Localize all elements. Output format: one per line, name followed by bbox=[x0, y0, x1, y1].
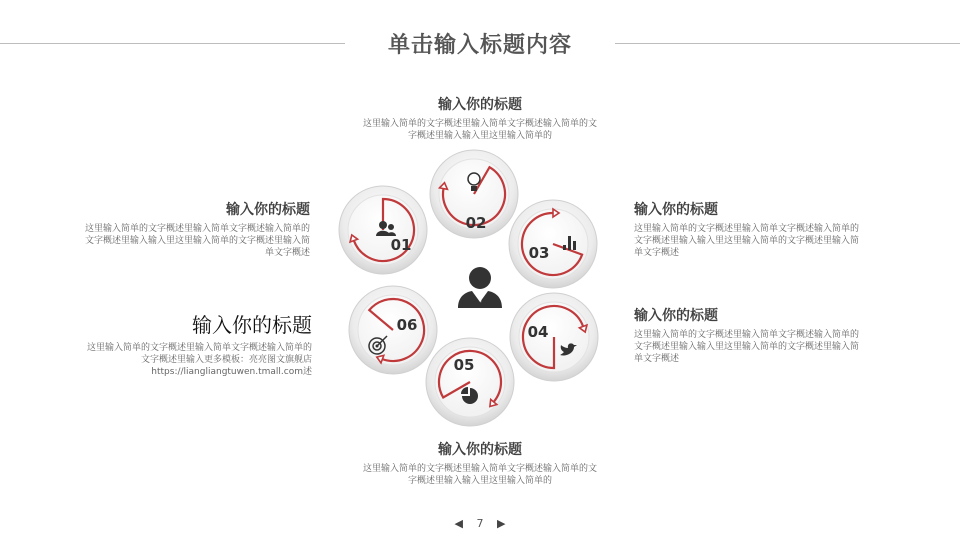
step-number: 05 bbox=[453, 356, 475, 374]
step-number: 04 bbox=[527, 323, 549, 341]
page-title[interactable]: 单击输入标题内容 bbox=[387, 33, 572, 58]
block-title: 输入你的标题 bbox=[226, 202, 310, 218]
block-title: 输入你的标题 bbox=[438, 97, 522, 113]
block-title: 输入你的标题 bbox=[438, 442, 522, 458]
step-number: 03 bbox=[528, 244, 550, 262]
block-text: 这里输入简单的文字概述里输入简单文字概述输入简单的文字概述里输入输入里这里输入简单的文字概述里输入简单文字概述 bbox=[634, 224, 860, 258]
cycle-step-03[interactable] bbox=[509, 200, 597, 288]
cycle-step-01[interactable] bbox=[339, 186, 427, 274]
cycle-step-06[interactable] bbox=[349, 286, 437, 374]
cycle-step-02[interactable] bbox=[430, 150, 518, 238]
step-number: 06 bbox=[396, 316, 418, 334]
page-number: 7 bbox=[476, 516, 484, 530]
block-text: 这里输入简单的文字概述里输入简单文字概述输入简单的文字概述里输入输入里这里输入简单的文字概述里输入简单文字概述 bbox=[634, 330, 860, 364]
block-title: 输入你的标题 bbox=[634, 308, 718, 324]
cycle-step-05[interactable] bbox=[426, 338, 514, 426]
pager bbox=[0, 516, 960, 530]
block-text: 这里输入简单的文字概述里输入简单文字概述输入简单的文字概述里输入输入里这里输入简单的 bbox=[362, 119, 597, 141]
business-person-icon bbox=[458, 267, 502, 308]
next-slide-icon[interactable]: ▶ bbox=[497, 516, 506, 530]
step-number: 02 bbox=[465, 214, 487, 232]
prev-slide-icon[interactable]: ◀ bbox=[454, 516, 463, 530]
block-title: 输入你的标题 bbox=[634, 202, 718, 218]
block-text: 这里输入简单的文字概述里输入简单文字概述输入简单的文字概述里输入更多模板：亮亮图文旗舰店https://liangliangtuwen.tmall.com述 bbox=[86, 343, 312, 377]
block-text: 这里输入简单的文字概述里输入简单文字概述输入简单的文字概述里输入输入里这里输入简单的文字概述里输入简单文字概述 bbox=[84, 224, 310, 258]
block-text: 这里输入简单的文字概述里输入简单文字概述输入简单的文字概述里输入输入里这里输入简单的 bbox=[362, 464, 597, 486]
cycle-step-04[interactable] bbox=[510, 293, 598, 381]
step-number: 01 bbox=[390, 236, 412, 254]
block-title: 输入你的标题 bbox=[192, 313, 312, 337]
